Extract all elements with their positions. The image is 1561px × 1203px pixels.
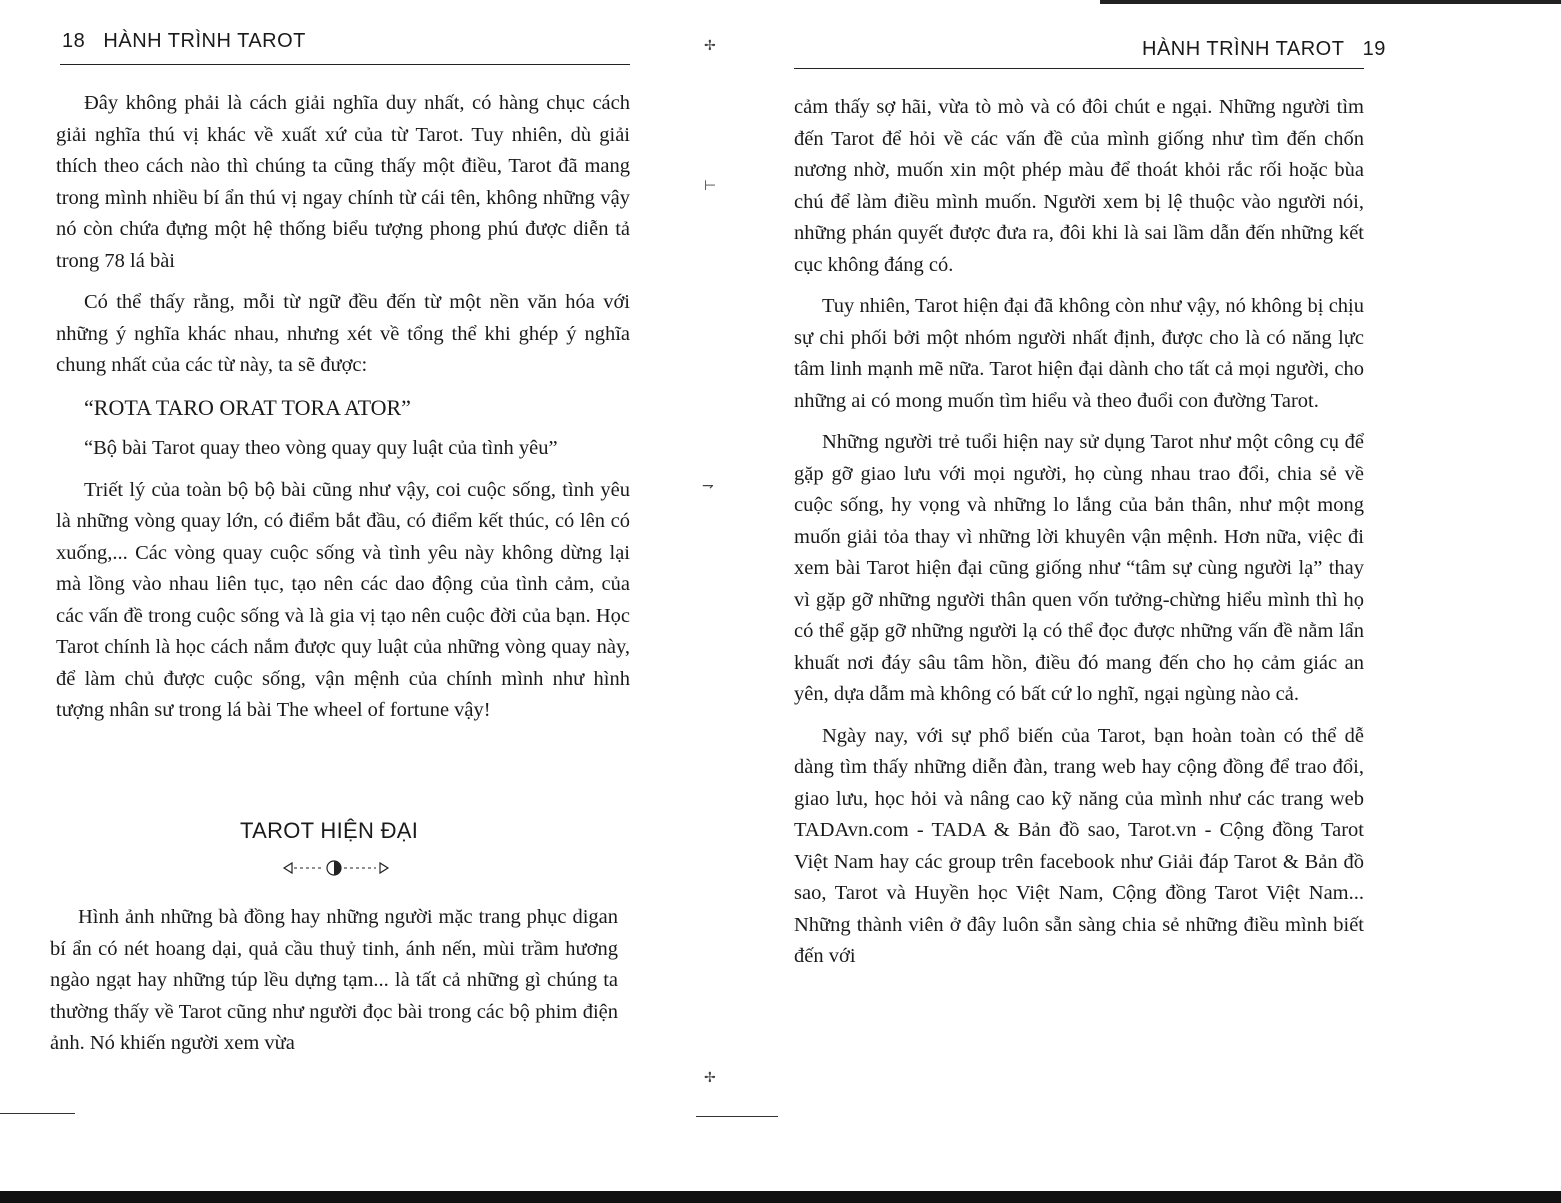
paragraph: Những người trẻ tuổi hiện nay sử dụng Tarot như một công cụ để gặp gỡ giao lưu với mọi người, họ cùng nhau trao đổi, chia sẻ về cuộc sống, hy vọng và những lo lắng của bản thân, như một mong muốn giải tỏa thay vì những lời khuyên vận mệnh. Hơn nữa, việc đi xem bài Tarot hiện đại cũng giống như “tâm sự cùng người lạ” thay vì gặp gỡ những người thân quen vốn tưởng-chừng hiểu mình thì họ có thể gặp gỡ những người lạ có thể đọc được những vấn đề nằm lẩn khuất nơi đáy sâu tâm hồn, điều đó mang đến cho họ cảm giác an yên, dựa dẫm mà không có bất cứ lo nghĩ, ngại ngùng nào cả. [794, 431, 1364, 705]
right-body [794, 92, 1364, 973]
left-page-number: 18 [62, 30, 86, 52]
section-title: TAROT HIỆN ĐẠI [240, 818, 419, 843]
gutter-marks: ✢ ⊢ ⇁ ✢ [702, 38, 717, 1086]
paragraph: Có thể thấy rằng, mỗi từ ngữ đều đến từ một nền văn hóa với những ý nghĩa khác nhau, nhưng xét về tổng thể khi ghép ý nghĩa chung nhất của các từ này, ta sẽ được: [56, 291, 630, 376]
paragraph: cảm thấy sợ hãi, vừa tò mò và có đôi chút e ngại. Những người tìm đến Tarot để hỏi về các vấn đề của mình giống như tìm đến chốn nương nhờ, muốn xin một phép màu để thoát khỏi rắc rối hoặc bùa chú để làm điều mình muốn. Người xem bị lệ thuộc vào người nói, những phán quyết được đưa ra, đôi khi là sai lầm dẫn đến những kết cục không đáng có. [794, 96, 1364, 276]
right-page [710, 0, 1561, 1203]
paragraph: Hình ảnh những bà đồng hay những người mặc trang phục digan bí ẩn có nét hoang dại, quả cầu thuỷ tinh, ánh nến, mùi trầm hương ngào ngạt hay những túp lều dựng tạm... là tất cả những gì chúng ta thường thấy về Tarot cũng như người đọc bài trong các bộ phim điện ảnh. Nó khiến người xem vừa [50, 906, 618, 1054]
moon-phase-ornament-icon [282, 858, 390, 878]
right-head-rule [794, 68, 1364, 69]
left-body-bottom [50, 902, 618, 1060]
left-body-top [56, 88, 630, 727]
right-page-number: 19 [1362, 38, 1386, 60]
paragraph: Ngày nay, với sự phổ biến của Tarot, bạn hoàn toàn có thể dễ dàng tìm thấy những diễn đàn, trang web hay cộng đồng để trao đổi, giao lưu, học hỏi và nâng cao kỹ năng của mình như các trang web TADAvn.com - TADA & Bản đồ sao, Tarot.vn - Cộng đồng Tarot Việt Nam hay các group trên facebook như Giải đáp Tarot & Bản đồ sao, Tarot và Huyền học Việt Nam, Cộng đồng Tarot Việt Nam... Những thành viên ở đây luôn sẵn sàng chia sẻ những điều mình biết đến với [794, 724, 1364, 967]
paragraph: Tuy nhiên, Tarot hiện đại đã không còn như vậy, nó không bị chịu sự chi phối bởi một nhóm người nhất định, được cho là có năng lực tâm linh mạnh mẽ nữa. Tarot hiện đại dành cho tất cả mọi người, cho những ai có mong muốn tìm hiểu và theo đuổi con đường Tarot. [794, 295, 1364, 412]
left-running-title: HÀNH TRÌNH TAROT [103, 30, 306, 52]
quote-viet: “Bộ bài Tarot quay theo vòng quay quy luật của tình yêu” [84, 437, 558, 459]
quote-latin: “ROTA TARO ORAT TORA ATOR” [84, 394, 411, 420]
left-page [0, 0, 700, 1203]
right-running-head [1142, 38, 1386, 61]
left-head-rule [60, 64, 630, 65]
right-running-title: HÀNH TRÌNH TAROT [1142, 38, 1345, 60]
left-running-head [62, 30, 306, 53]
paragraph: Triết lý của toàn bộ bộ bài cũng như vậy, coi cuộc sống, tình yêu là những vòng quay lớn, có điểm bắt đầu, có điểm kết thúc, có lên có xuống,... Các vòng quay cuộc sống và tình yêu này không dừng lại mà lồng vào nhau liên tục, tạo nên các dao động của tình cảm, của các vấn đề trong cuộc sống và là gia vị tạo nên cuộc đời của bạn. Học Tarot chính là học cách nắm được quy luật của những vòng quay này, để làm chủ được cuộc sống, vận mệnh của chính mình như hình tượng nhân sư trong lá bài The wheel of fortune vậy! [56, 478, 630, 721]
paragraph: Đây không phải là cách giải nghĩa duy nhất, có hàng chục cách giải nghĩa thú vị khác về xuất xứ của từ Tarot. Tuy nhiên, dù giải thích theo cách nào thì chúng ta cũng thấy một điều, Tarot đã mang trong mình nhiều bí ẩn thú vị ngay chính từ cái tên, không những vậy nó còn chứa đựng một hệ thống biểu tượng phong phú được diễn tả trong 78 lá bài [56, 92, 630, 272]
